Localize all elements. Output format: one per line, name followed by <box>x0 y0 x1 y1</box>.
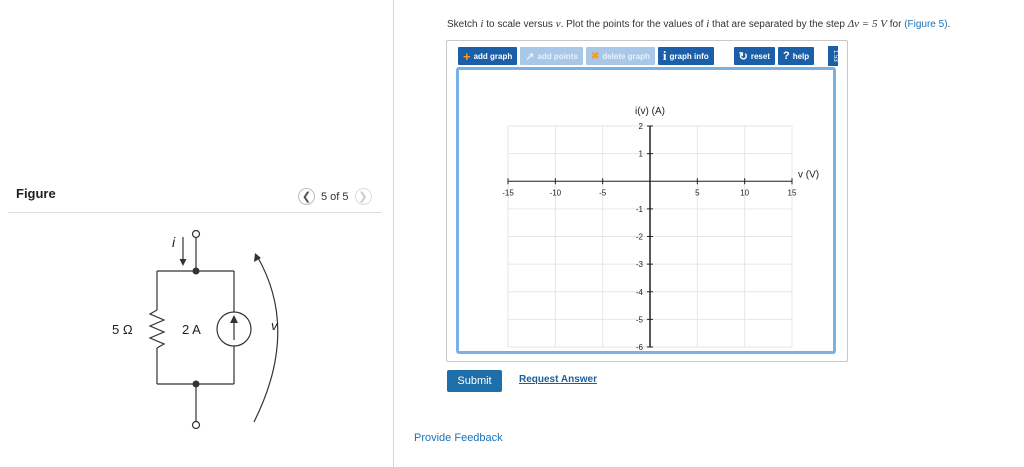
question-part: to scale versus <box>483 19 556 30</box>
request-answer-link[interactable]: Request Answer <box>519 374 597 385</box>
current-label: i <box>172 234 176 250</box>
x-tick-label: 15 <box>787 188 797 198</box>
pane-separator <box>393 0 394 467</box>
y-tick-label: 2 <box>638 122 643 131</box>
graph-toolbar <box>458 47 814 65</box>
x-axis-label: v (V) <box>798 169 820 181</box>
graph-info-button[interactable] <box>658 47 714 65</box>
question-text <box>447 18 950 30</box>
question-var-v: v <box>555 18 561 30</box>
question-part: for <box>886 19 905 30</box>
help-icon: ? <box>782 50 790 62</box>
current-arrow <box>180 259 187 266</box>
x-tick-label: -10 <box>549 188 562 198</box>
y-tick-label: -2 <box>635 232 643 242</box>
top-node <box>193 268 200 275</box>
chevron-right-icon[interactable]: ❯ <box>355 188 372 205</box>
y-tick-label: 1 <box>638 149 643 159</box>
graph-canvas[interactable] <box>456 67 836 354</box>
version-tag: 1.53 <box>828 46 838 66</box>
delete-icon: ✖ <box>590 50 600 62</box>
figure-link[interactable]: (Figure 5) <box>904 19 948 30</box>
toolbar-spacer <box>717 47 731 65</box>
resistor-symbol <box>150 310 164 348</box>
resistor-label: 5 Ω <box>112 322 133 337</box>
y-tick-label: -5 <box>635 315 643 325</box>
top-terminal <box>193 231 200 238</box>
add-graph-button[interactable] <box>458 47 517 65</box>
divider <box>8 212 382 213</box>
reset-label: reset <box>750 51 770 61</box>
question-part: that are separated by the step <box>709 19 848 30</box>
y-axis-label: i(v) (A) <box>635 106 665 117</box>
delete-graph-label: delete graph <box>602 51 650 61</box>
help-button[interactable] <box>778 47 814 65</box>
submit-button[interactable]: Submit <box>447 370 502 392</box>
question-part: . <box>947 19 951 30</box>
add-points-label: add points <box>537 51 578 61</box>
question-part: Sketch <box>447 19 481 30</box>
add-graph-label: add graph <box>473 51 513 61</box>
figure-pager <box>298 188 372 205</box>
help-label: help <box>792 51 810 61</box>
figure-title: Figure <box>16 186 56 201</box>
source-arrow <box>230 315 238 323</box>
x-tick-label: -5 <box>599 188 607 198</box>
question-var-i: i <box>480 18 484 30</box>
y-tick-label: -3 <box>635 260 643 270</box>
add-points-icon: ↗ <box>525 50 535 63</box>
y-tick-label: -1 <box>635 204 643 214</box>
voltage-label: v <box>271 318 278 333</box>
reset-icon: ↻ <box>738 50 748 63</box>
bottom-node <box>193 381 200 388</box>
question-step: Δv = 5 V <box>847 18 887 30</box>
plus-icon: + <box>463 48 471 64</box>
question-var-i: i <box>706 18 710 30</box>
delete-graph-button[interactable] <box>586 47 655 65</box>
question-part: . Plot the points for the values of <box>560 19 707 30</box>
circuit-diagram <box>100 220 300 440</box>
graph-info-label: graph info <box>669 51 709 61</box>
add-points-button[interactable] <box>520 47 583 65</box>
chevron-left-icon[interactable]: ❮ <box>298 188 315 205</box>
x-tick-label: 10 <box>740 188 750 198</box>
y-tick-label: -6 <box>635 343 643 352</box>
info-icon: i <box>662 48 667 63</box>
y-tick-label: -4 <box>635 287 643 297</box>
provide-feedback-link[interactable]: Provide Feedback <box>414 432 503 444</box>
x-tick-label: 5 <box>695 188 700 198</box>
x-tick-label: -15 <box>502 188 514 198</box>
bottom-terminal <box>193 422 200 429</box>
reset-button[interactable] <box>734 47 775 65</box>
voltage-arc <box>254 256 278 422</box>
pager-text: 5 of 5 <box>321 190 349 203</box>
source-label: 2 A <box>182 322 201 337</box>
